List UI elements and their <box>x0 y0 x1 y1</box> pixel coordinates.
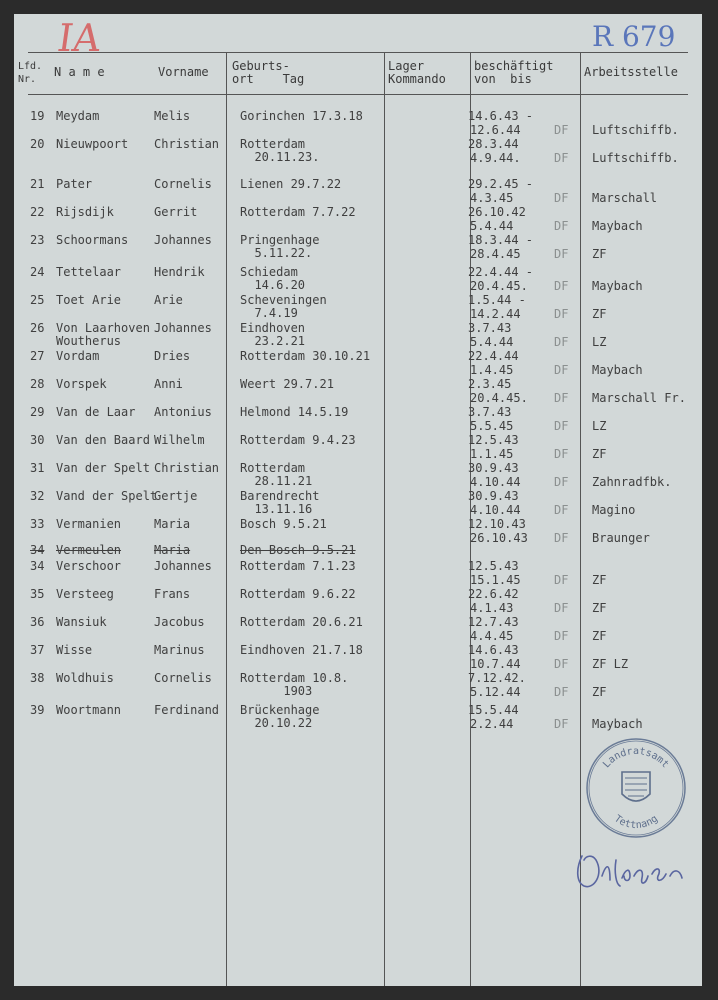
row-name: Nieuwpoort <box>56 137 129 151</box>
row-mark: DF <box>554 629 569 643</box>
row-mark: DF <box>554 363 569 377</box>
row-name: Woortmann <box>56 703 122 717</box>
row-nr: 27 <box>30 349 45 363</box>
row-von: 3.7.43 <box>468 321 512 335</box>
row-von: 15.5.44 <box>468 703 519 717</box>
row-von: 3.7.43 <box>468 405 512 419</box>
row-bis: 4.9.44. <box>470 151 521 165</box>
row-von: 30.9.43 <box>468 461 519 475</box>
row-bis: 5.5.45 <box>470 419 514 433</box>
row-vorname: Cornelis <box>154 671 212 685</box>
row-geburt: Bosch 9.5.21 <box>240 517 327 531</box>
landratsamt-stamp <box>584 736 688 840</box>
row-name: Toet Arie <box>56 293 122 307</box>
row-geburt: Rotterdam 9.4.23 <box>240 433 356 447</box>
row-geburt: Helmond 14.5.19 <box>240 405 349 419</box>
header-vorname: Vorname <box>158 65 209 79</box>
row-geburt: Rotterdam 10.8. 1903 <box>240 671 349 698</box>
row-arbeitsstelle: ZF <box>592 573 607 587</box>
row-nr: 37 <box>30 643 45 657</box>
row-nr: 23 <box>30 233 45 247</box>
row-vorname: Christian <box>154 137 220 151</box>
row-vorname: Johannes <box>154 233 212 247</box>
row-bis: 1.4.45 <box>470 363 514 377</box>
row-geburt: Barendrecht 13.11.16 <box>240 489 320 516</box>
row-bis: 15.1.45 <box>470 573 521 587</box>
row-mark: DF <box>554 419 569 433</box>
stamp-bottom-text: Tettnang <box>612 813 660 832</box>
row-mark: DF <box>554 531 569 545</box>
row-bis: 14.2.44 <box>470 307 521 321</box>
red-pencil-annotation: IA <box>54 16 104 60</box>
row-bis: 26.10.43 <box>470 531 528 545</box>
row-arbeitsstelle: ZF <box>592 247 607 261</box>
row-nr: 25 <box>30 293 45 307</box>
blue-pen-annotation: R 679 <box>592 20 676 53</box>
row-nr: 29 <box>30 405 45 419</box>
row-name: Vorspek <box>56 377 107 391</box>
row-geburt: Weert 29.7.21 <box>240 377 334 391</box>
row-von: 18.3.44 - <box>468 233 534 247</box>
row-arbeitsstelle: Maybach <box>592 219 643 233</box>
document-page <box>14 14 702 986</box>
row-mark: DF <box>554 191 569 205</box>
row-von: 2.3.45 <box>468 377 512 391</box>
row-geburt: Rotterdam 7.1.23 <box>240 559 356 573</box>
row-name: Von Laarhoven Woutherus <box>56 321 150 348</box>
row-arbeitsstelle: ZF <box>592 629 607 643</box>
row-vorname: Marinus <box>154 643 205 657</box>
row-mark: DF <box>554 151 569 165</box>
row-name: Vermeulen <box>56 543 122 557</box>
row-vorname: Frans <box>154 587 191 601</box>
row-geburt: Lienen 29.7.22 <box>240 177 342 191</box>
row-name: Meydam <box>56 109 100 123</box>
row-geburt: Rotterdam 28.11.21 <box>240 461 313 488</box>
row-nr: 35 <box>30 587 45 601</box>
row-vorname: Cornelis <box>154 177 212 191</box>
handwritten-signature <box>570 846 700 892</box>
row-bis: 20.4.45. <box>470 391 528 405</box>
row-bis: 12.6.44 <box>470 123 521 137</box>
row-vorname: Hendrik <box>154 265 205 279</box>
row-mark: DF <box>554 447 569 461</box>
row-geburt: Gorinchen 17.3.18 <box>240 109 363 123</box>
row-arbeitsstelle: Luftschiffb. <box>592 151 679 165</box>
row-arbeitsstelle: Maybach <box>592 279 643 293</box>
row-von: 26.10.42 <box>468 205 526 219</box>
row-bis: 1.1.45 <box>470 447 514 461</box>
row-bis: 4.4.45 <box>470 629 514 643</box>
header-nr: Lfd. Nr. <box>18 61 43 85</box>
row-bis: 20.4.45. <box>470 279 528 293</box>
row-vorname: Johannes <box>154 559 212 573</box>
row-mark: DF <box>554 717 569 731</box>
row-vorname: Anni <box>154 377 183 391</box>
row-mark: DF <box>554 123 569 137</box>
row-mark: DF <box>554 601 569 615</box>
row-von: 22.4.44 <box>468 349 519 363</box>
row-geburt: Rotterdam 20.11.23. <box>240 137 320 164</box>
row-arbeitsstelle: Marschall <box>592 191 658 205</box>
row-name: Van de Laar <box>56 405 136 419</box>
row-mark: DF <box>554 335 569 349</box>
row-von: 12.5.43 <box>468 433 519 447</box>
row-name: Tettelaar <box>56 265 122 279</box>
svg-text:Tettnang <box>612 813 660 831</box>
row-von: 12.7.43 <box>468 615 519 629</box>
row-von: 22.4.44 - <box>468 265 534 279</box>
row-von: 12.5.43 <box>468 559 519 573</box>
row-geburt: Rotterdam 9.6.22 <box>240 587 356 601</box>
row-von: 30.9.43 <box>468 489 519 503</box>
row-bis: 5.12.44 <box>470 685 521 699</box>
row-nr: 39 <box>30 703 45 717</box>
row-vorname: Dries <box>154 349 191 363</box>
row-nr: 26 <box>30 321 45 335</box>
row-name: Wisse <box>56 643 93 657</box>
header-arbeitsstelle: Arbeitsstelle <box>584 65 678 79</box>
row-von: 12.10.43 <box>468 517 526 531</box>
row-name: Van der Spelt <box>56 461 150 475</box>
column-divider <box>384 52 385 986</box>
row-nr: 34 <box>30 559 45 573</box>
row-mark: DF <box>554 307 569 321</box>
row-name: Vand der Spelt <box>56 489 158 503</box>
header-beschaeftigt: beschäftigt von bis <box>474 59 554 86</box>
row-name: Woldhuis <box>56 671 114 685</box>
table-top-rule <box>28 52 688 53</box>
row-mark: DF <box>554 219 569 233</box>
row-name: Vermanien <box>56 517 122 531</box>
row-arbeitsstelle: ZF <box>592 685 607 699</box>
row-vorname: Maria <box>154 517 191 531</box>
row-vorname: Wilhelm <box>154 433 205 447</box>
row-mark: DF <box>554 391 569 405</box>
row-geburt: Scheveningen 7.4.19 <box>240 293 327 320</box>
row-nr: 24 <box>30 265 45 279</box>
row-vorname: Ferdinand <box>154 703 220 717</box>
row-geburt: Pringenhage 5.11.22. <box>240 233 320 260</box>
row-von: 29.2.45 - <box>468 177 534 191</box>
row-arbeitsstelle: LZ <box>592 335 607 349</box>
row-nr: 38 <box>30 671 45 685</box>
svg-text:Landratsamt <box>601 746 671 770</box>
row-nr: 31 <box>30 461 45 475</box>
header-geburtsort-tag: Geburts- ort Tag <box>232 59 305 86</box>
row-vorname: Melis <box>154 109 191 123</box>
row-arbeitsstelle: Zahnradfbk. <box>592 475 672 489</box>
row-bis: 10.7.44 <box>470 657 521 671</box>
row-mark: DF <box>554 685 569 699</box>
row-geburt: Rotterdam 30.10.21 <box>240 349 371 363</box>
row-mark: DF <box>554 503 569 517</box>
row-arbeitsstelle: Marschall Fr. <box>592 391 686 405</box>
row-name: Vordam <box>56 349 100 363</box>
row-name: Rijsdijk <box>56 205 114 219</box>
row-mark: DF <box>554 247 569 261</box>
row-vorname: Arie <box>154 293 183 307</box>
row-geburt: Schiedam 14.6.20 <box>240 265 306 292</box>
row-nr: 20 <box>30 137 45 151</box>
row-arbeitsstelle: LZ <box>592 419 607 433</box>
row-arbeitsstelle: Luftschiffb. <box>592 123 679 137</box>
row-bis: 4.1.43 <box>470 601 514 615</box>
row-name: Pater <box>56 177 93 191</box>
row-name: Verschoor <box>56 559 122 573</box>
row-nr: 22 <box>30 205 45 219</box>
row-vorname: Antonius <box>154 405 212 419</box>
row-bis: 4.10.44 <box>470 503 521 517</box>
row-geburt: Eindhoven 23.2.21 <box>240 321 306 348</box>
row-arbeitsstelle: ZF <box>592 447 607 461</box>
row-vorname: Maria <box>154 543 191 557</box>
row-geburt: Eindhoven 21.7.18 <box>240 643 363 657</box>
row-geburt: Rotterdam 7.7.22 <box>240 205 356 219</box>
row-name: Wansiuk <box>56 615 107 629</box>
row-arbeitsstelle: Braunger <box>592 531 650 545</box>
row-nr: 28 <box>30 377 45 391</box>
row-vorname: Jacobus <box>154 615 205 629</box>
row-mark: DF <box>554 657 569 671</box>
row-bis: 5.4.44 <box>470 219 514 233</box>
row-mark: DF <box>554 475 569 489</box>
row-vorname: Johannes <box>154 321 212 335</box>
row-von: 14.6.43 - <box>468 109 534 123</box>
row-vorname: Gerrit <box>154 205 198 219</box>
row-geburt: Den Bosch 9.5.21 <box>240 543 356 557</box>
row-nr: 30 <box>30 433 45 447</box>
row-nr: 34 <box>30 543 45 557</box>
column-divider <box>226 52 227 986</box>
row-name: Schoormans <box>56 233 129 247</box>
row-geburt: Brückenhage 20.10.22 <box>240 703 320 730</box>
header-rule <box>28 94 688 95</box>
row-arbeitsstelle: ZF <box>592 601 607 615</box>
row-bis: 28.4.45 <box>470 247 521 261</box>
row-nr: 21 <box>30 177 45 191</box>
row-von: 14.6.43 <box>468 643 519 657</box>
row-mark: DF <box>554 279 569 293</box>
row-von: 22.6.42 <box>468 587 519 601</box>
header-lager-kommando: Lager Kommando <box>388 59 446 86</box>
row-vorname: Christian <box>154 461 220 475</box>
row-arbeitsstelle: ZF <box>592 307 607 321</box>
row-arbeitsstelle: Maybach <box>592 363 643 377</box>
row-von: 1.5.44 - <box>468 293 526 307</box>
header-name: N a m e <box>54 65 105 79</box>
row-vorname: Gertje <box>154 489 198 503</box>
row-nr: 36 <box>30 615 45 629</box>
row-nr: 32 <box>30 489 45 503</box>
row-arbeitsstelle: Magino <box>592 503 636 517</box>
row-arbeitsstelle: ZF LZ <box>592 657 629 671</box>
row-von: 28.3.44 <box>468 137 519 151</box>
row-arbeitsstelle: Maybach <box>592 717 643 731</box>
row-name: Versteeg <box>56 587 114 601</box>
stamp-top-text: Landratsamt <box>601 746 671 771</box>
row-nr: 33 <box>30 517 45 531</box>
row-bis: 4.10.44 <box>470 475 521 489</box>
row-geburt: Rotterdam 20.6.21 <box>240 615 363 629</box>
row-bis: 2.2.44 <box>470 717 514 731</box>
row-von: 7.12.42. <box>468 671 526 685</box>
row-bis: 4.3.45 <box>470 191 514 205</box>
row-mark: DF <box>554 573 569 587</box>
row-bis: 5.4.44 <box>470 335 514 349</box>
row-name: Van den Baard <box>56 433 150 447</box>
row-nr: 19 <box>30 109 45 123</box>
